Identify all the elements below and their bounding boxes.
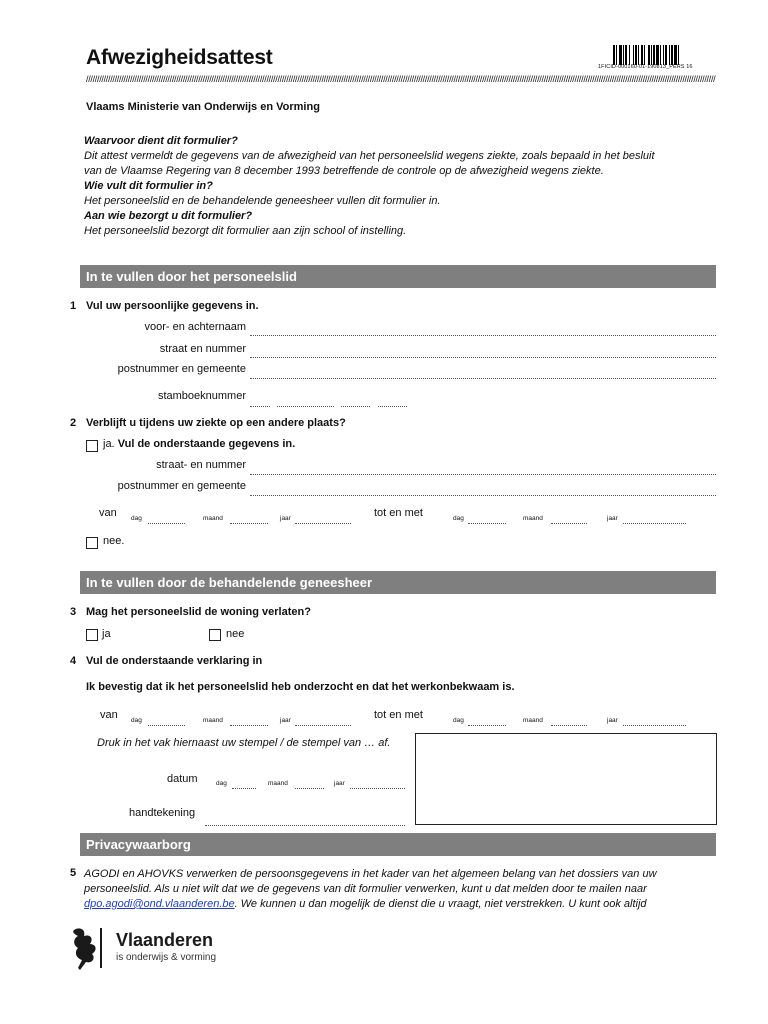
question-number-4: 4	[70, 655, 77, 667]
incapacity-to-year-field[interactable]	[623, 725, 686, 726]
declaration-text: Ik bevestig dat ik het personeelslid heb onderzocht en dat het werkonbekwaam is.	[86, 681, 515, 693]
no-option: nee.	[103, 535, 125, 547]
stamboek-field-4[interactable]	[378, 406, 407, 407]
intro-answer-2: Het personeelslid en de behandelende geneesheer vullen dit formulier in.	[84, 195, 441, 207]
section-header-privacy: Privacywaarborg	[80, 833, 716, 856]
signature-field[interactable]	[205, 825, 405, 826]
to-month-field[interactable]	[551, 523, 587, 524]
stamboek-field-1[interactable]	[250, 406, 270, 407]
logo-subtitle: is onderwijs & vorming	[116, 952, 217, 963]
privacy-line-1: AGODI en AHOVKS verwerken de persoonsgegevens in het kader van het algemeen belang van het dossiers van uw	[84, 868, 657, 880]
from-label: van	[99, 507, 117, 519]
barcode	[613, 45, 716, 65]
privacy-line-3: . We kunnen u dan mogelijk de dienst die u vraagt, niet verstrekken. U kunt ook altijd	[234, 898, 647, 910]
street-label: straat en nummer	[159, 343, 246, 355]
date-day-field[interactable]	[232, 788, 256, 789]
postal2-label: postnummer en gemeente	[117, 480, 246, 492]
street-field[interactable]	[250, 357, 716, 358]
question-number-1: 1	[70, 300, 77, 312]
to-month-label: maand	[523, 515, 543, 522]
ministry-name: Vlaams Ministerie van Onderwijs en Vorming	[86, 101, 320, 113]
slash-divider: //////////////////////////////////////////////////////////////////////////////////////////////////////////////////////////////////////////////////////////////////////////////////////////////////////////////////////////////////////////////////////////////////////////////////////////////	[86, 74, 716, 84]
incapacity-from-month-label: maand	[203, 717, 223, 724]
name-label: voor- en achternaam	[144, 321, 246, 333]
privacy-line-2: personeelslid. Als u niet wilt dat we de gegevens van dit formulier verwerken, kunt u dat melden door te mailen naar	[84, 883, 647, 895]
page-title: Afwezigheidsattest	[86, 46, 273, 69]
from-day-field[interactable]	[148, 523, 185, 524]
question-number-3: 3	[70, 606, 77, 618]
incapacity-from-month-field[interactable]	[230, 725, 268, 726]
from-month-field[interactable]	[230, 523, 268, 524]
from-year-field[interactable]	[295, 523, 351, 524]
intro-question-3: Aan wie bezorgt u dit formulier?	[84, 210, 253, 222]
section-header-personnel: In te vullen door het personeelslid	[80, 265, 716, 288]
yes-prefix: ja.	[103, 438, 115, 450]
intro-answer-1a: Dit attest vermeldt de gegevens van de afwezigheid van het personeelslid wegens ziekte, zoals bepaald in het besluit	[84, 150, 655, 162]
signature-label: handtekening	[129, 807, 196, 819]
other-location-yes-checkbox[interactable]	[86, 440, 98, 452]
intro-answer-1b: van de Vlaamse Regering van 8 december 1993 betreffende de controle op de afwezigheid wegens ziekte.	[84, 165, 604, 177]
incapacity-to-month-field[interactable]	[551, 725, 587, 726]
section-header-doctor: In te vullen door de behandelende geneesheer	[80, 571, 716, 594]
date-year-label: jaar	[334, 780, 345, 787]
privacy-text	[84, 867, 724, 912]
intro-block	[84, 134, 724, 239]
incapacity-to-year-label: jaar	[607, 717, 618, 724]
logo-name: Vlaanderen	[116, 930, 214, 950]
stamboek-field-2[interactable]	[277, 406, 334, 407]
leave-home-no-label: nee	[226, 628, 245, 640]
incapacity-from-day-field[interactable]	[148, 725, 185, 726]
yes-instruction: Vul de onderstaande gegevens in.	[117, 438, 296, 450]
incapacity-from-day-label: dag	[131, 717, 142, 724]
postal-field[interactable]	[250, 378, 716, 379]
from-year-label: jaar	[280, 515, 291, 522]
question-number-5: 5	[70, 867, 77, 879]
to-day-label: dag	[453, 515, 464, 522]
postal2-field[interactable]	[250, 495, 716, 496]
intro-question-1: Waarvoor dient dit formulier?	[84, 135, 238, 147]
to-year-field[interactable]	[623, 523, 686, 524]
to-year-label: jaar	[607, 515, 618, 522]
question-1-text: Vul uw persoonlijke gegevens in.	[86, 300, 259, 312]
leave-home-yes-checkbox[interactable]	[86, 629, 98, 641]
lion-icon	[70, 924, 110, 972]
name-field[interactable]	[250, 335, 716, 336]
question-number-2: 2	[70, 417, 77, 429]
to-day-field[interactable]	[468, 523, 506, 524]
incapacity-to-month-label: maand	[523, 717, 543, 724]
vlaanderen-logo	[70, 924, 220, 974]
stamboek-label: stamboeknummer	[157, 390, 246, 402]
leave-home-yes-label: ja	[102, 628, 111, 640]
barcode-bar	[679, 45, 681, 65]
date-label: datum	[167, 773, 198, 785]
date-year-field[interactable]	[350, 788, 405, 789]
date-month-label: maand	[268, 780, 288, 787]
privacy-email-link[interactable]: dpo.agodi@ond.vlaanderen.be	[84, 898, 235, 910]
street2-label: straat- en nummer	[156, 459, 246, 471]
incapacity-from-label: van	[100, 709, 118, 721]
incapacity-to-day-field[interactable]	[468, 725, 506, 726]
leave-home-no-checkbox[interactable]	[209, 629, 221, 641]
incapacity-from-year-label: jaar	[280, 717, 291, 724]
yes-option	[103, 438, 295, 450]
other-location-no-checkbox[interactable]	[86, 537, 98, 549]
incapacity-from-year-field[interactable]	[295, 725, 351, 726]
intro-answer-3: Het personeelslid bezorgt dit formulier aan zijn school of instelling.	[84, 225, 407, 237]
question-2-text: Verblijft u tijdens uw ziekte op een andere plaats?	[86, 417, 346, 429]
stamp-box[interactable]	[415, 733, 717, 825]
from-day-label: dag	[131, 515, 142, 522]
incapacity-to-day-label: dag	[453, 717, 464, 724]
to-label: tot en met	[374, 507, 423, 519]
question-4-text: Vul de onderstaande verklaring in	[86, 655, 263, 667]
barcode-text: 1FICID-000160-01-190813_PERS 16	[598, 64, 693, 70]
postal-label: postnummer en gemeente	[117, 363, 246, 375]
from-month-label: maand	[203, 515, 223, 522]
date-month-field[interactable]	[295, 788, 324, 789]
stamp-instruction: Druk in het vak hiernaast uw stempel / de stempel van … af.	[97, 737, 391, 749]
question-3-text: Mag het personeelslid de woning verlaten?	[86, 606, 311, 618]
incapacity-to-label: tot en met	[374, 709, 423, 721]
date-day-label: dag	[216, 780, 227, 787]
street2-field[interactable]	[250, 474, 716, 475]
intro-question-2: Wie vult dit formulier in?	[84, 180, 213, 192]
stamboek-field-3[interactable]	[341, 406, 370, 407]
